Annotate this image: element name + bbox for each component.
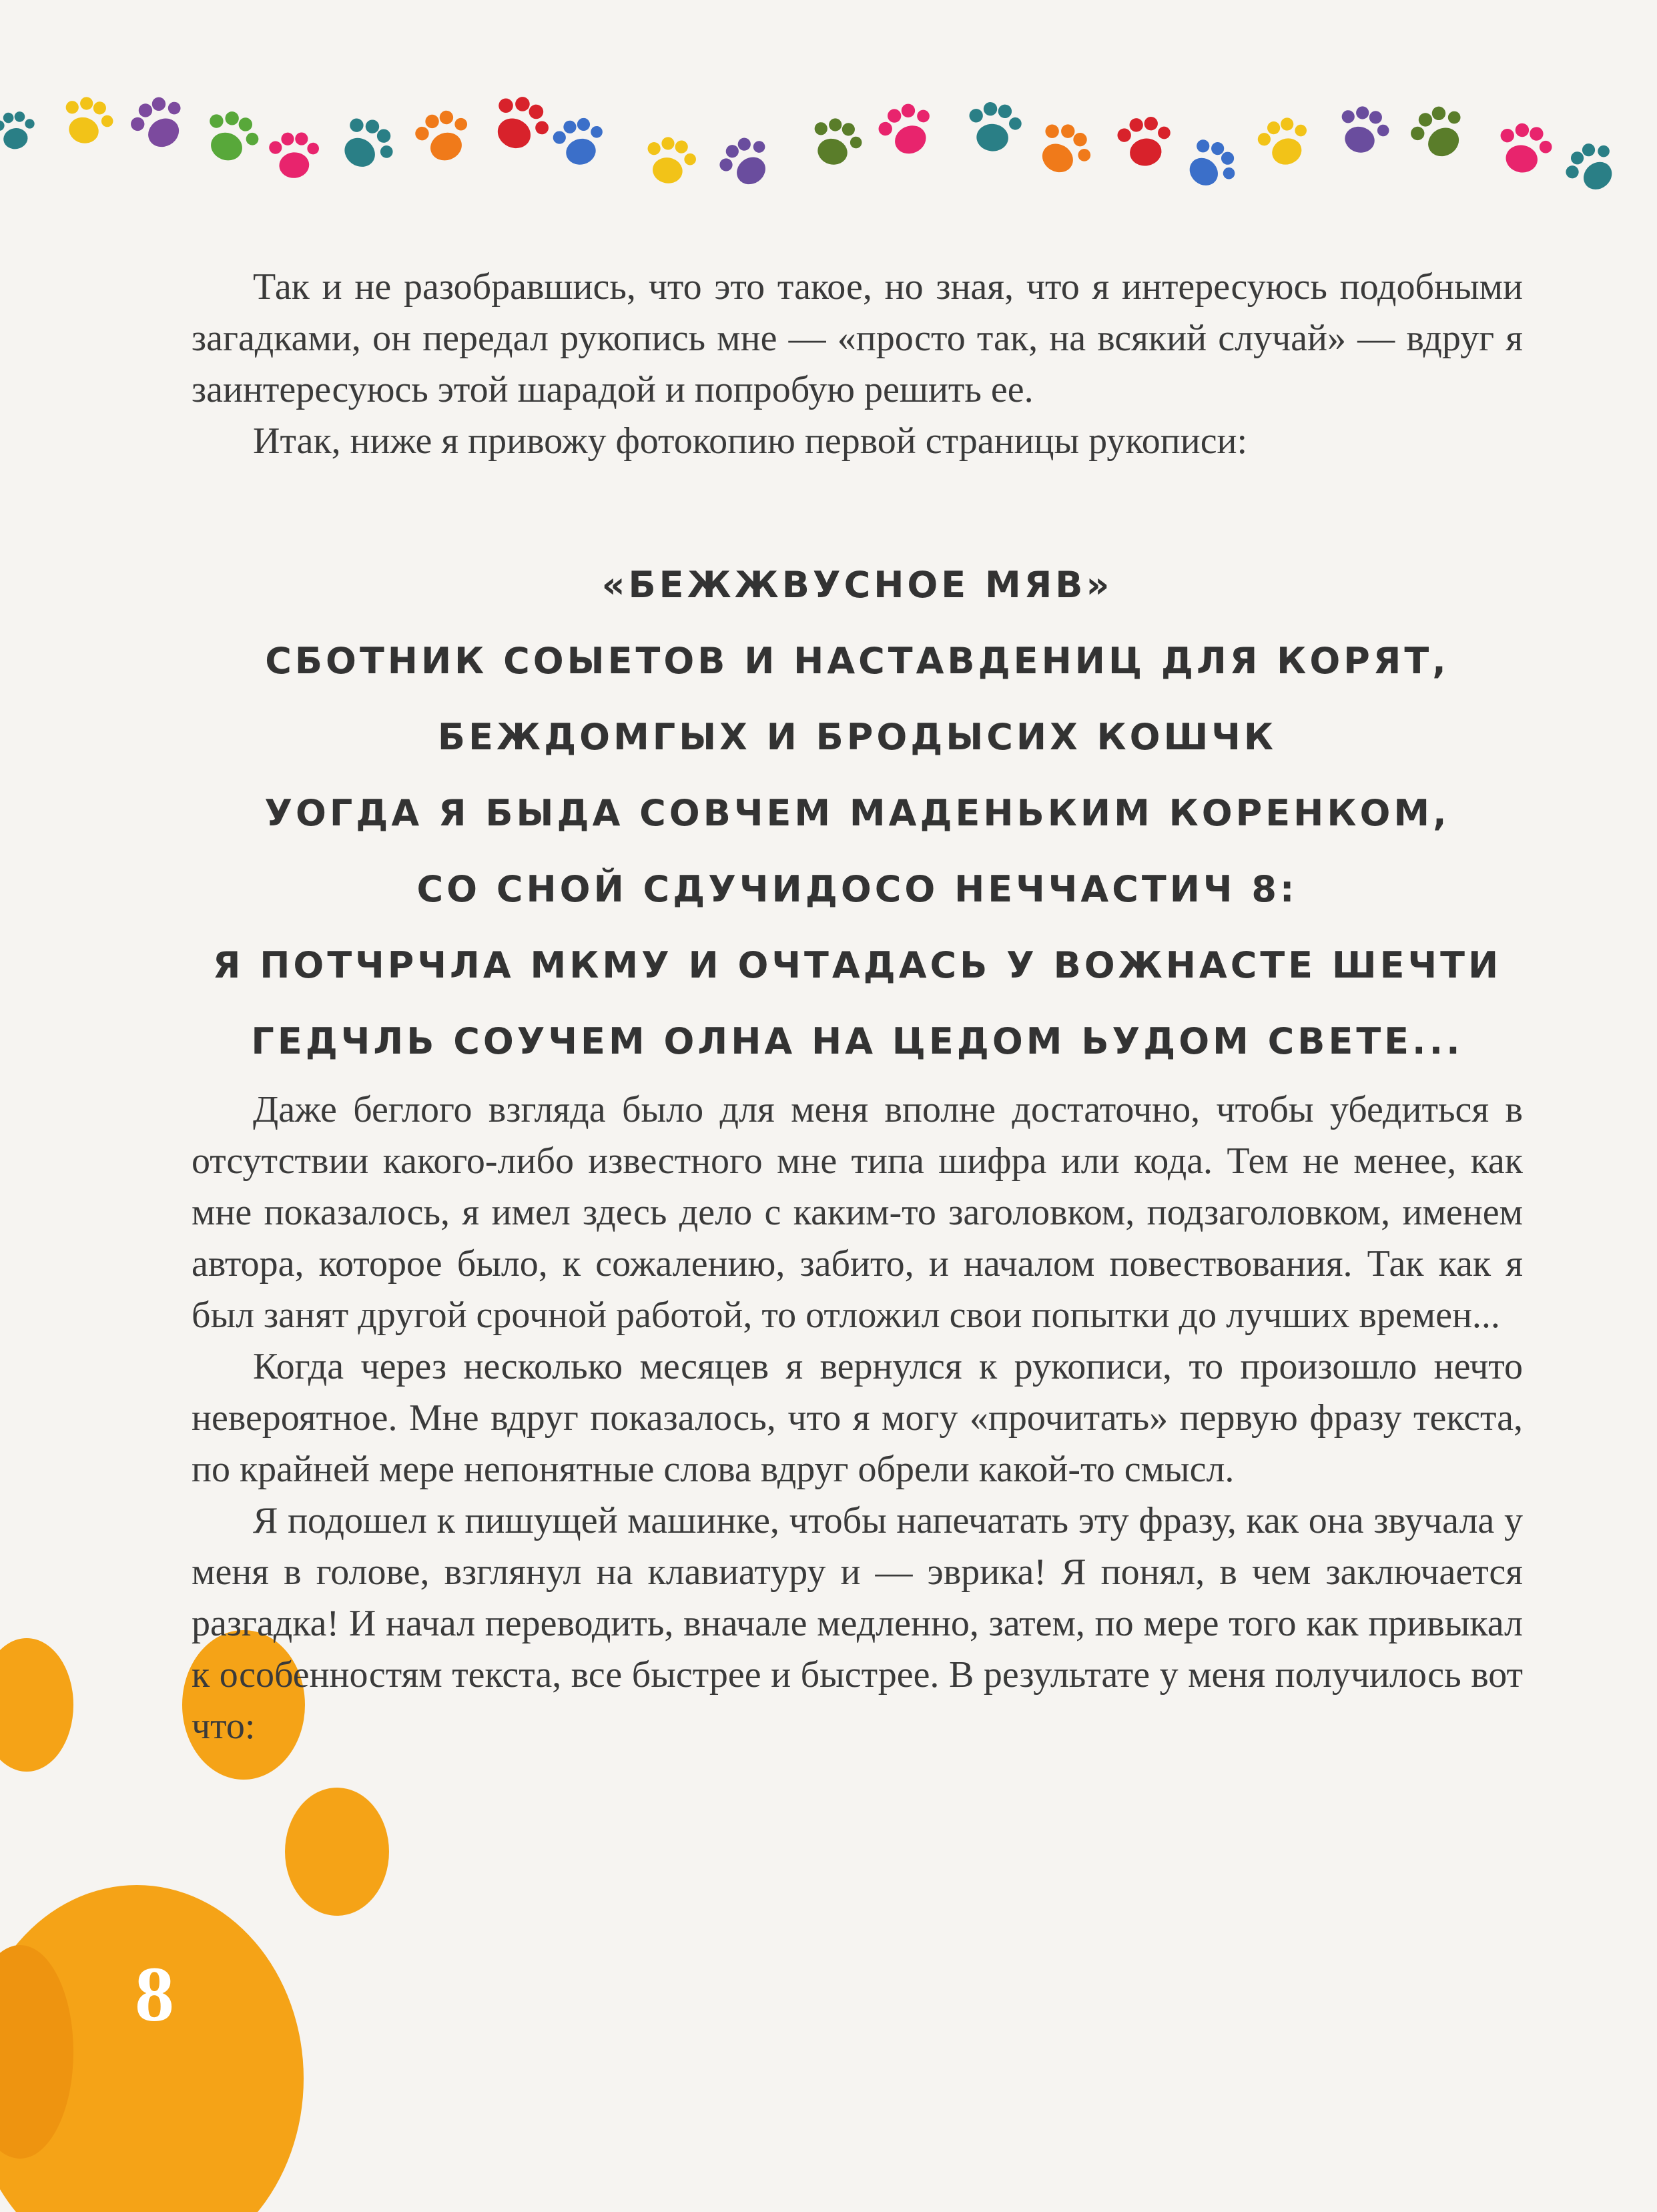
paw-icon — [550, 113, 610, 170]
cipher-line: БЕЖДОМГЫХ И БРОДЫСИХ КОШЧК — [437, 716, 1277, 758]
page-number: 8 — [135, 1950, 174, 2038]
paw-icons — [0, 88, 1626, 200]
paw-print-border — [0, 0, 1657, 240]
paw-icon — [1334, 101, 1394, 159]
cipher-line: СБОТНИК СОЫЕТОВ И НАСТАВДЕНИЦ ДЛЯ КОРЯТ, — [265, 640, 1449, 682]
paw-icon — [873, 96, 942, 163]
paw-icon — [58, 92, 118, 149]
cipher-line: УОГДА Я БЫДА СОВЧЕМ МАДЕНЬКИМ КОРЕНКОМ, — [264, 792, 1450, 834]
paw-icon — [124, 88, 194, 157]
paw-icon — [807, 113, 867, 171]
paw-icon — [268, 130, 321, 180]
paragraph-glance: Даже беглого взгляда было для меня вполне достаточно, чтобы убедиться в отсутствии какого-либо известного мне типа шифра или кода. Тем не менее, как мне показалось, я имел здесь дело с каким-то заголовком, подзаголовком, именем автора, которое было, к сожалению, забито, и началом повествования. Так как я был занят другой срочной работой, то отложил свои попытки до лучших времен... — [192, 1089, 1523, 1336]
paw-icon — [198, 105, 264, 169]
paragraph-intro: Итак, ниже я привожу фотокопию первой страницы рукописи: — [253, 420, 1248, 462]
paw-icon — [1495, 120, 1556, 177]
paragraph-typewriter: Я подошел к пишущей машинке, чтобы напечатать эту фразу, как она звучала у меня в голове, взглянул на клавиатуру и — эврика! Я понял, в чем заключается разгадка! И начал переводить, вначале медленно, затем, по мере того как привыкал к особенностям текста, все быстрее и быстрее. В результате у меня получилось вот что: — [192, 1500, 1523, 1747]
cipher-line: СО СНОЙ СДУЧИДОСО НЕЧЧАСТИЧ 8: — [416, 868, 1298, 910]
cipher-line: «БЕЖЖВУСНОЕ МЯВ» — [601, 564, 1113, 606]
cipher-block — [192, 547, 1523, 1080]
paw-icon — [410, 104, 476, 168]
paw-icon — [1178, 131, 1245, 199]
paw-icon — [1253, 111, 1315, 171]
paw-icon — [713, 129, 779, 195]
paragraph-top: Так и не разобравшись, что это такое, но зная, что я интересуюсь подобными загадками, он передал рукопись мне — «просто так, на всякий случай» — вдруг я заинтересуюсь этой шарадой и попробую решить ее. — [192, 266, 1523, 410]
paw-icon — [1404, 97, 1474, 166]
paw-icon — [484, 88, 557, 159]
paw-icon — [642, 133, 699, 188]
paw-icon — [0, 108, 38, 152]
cipher-line: Я ПОТЧРЧЛА МКМУ И ОЧТАДАСЬ У ВОЖНАСТЕ ШЕЧТИ — [212, 944, 1502, 986]
paw-icon — [1558, 133, 1626, 201]
top-text — [192, 262, 1523, 467]
paw-icon — [332, 109, 403, 179]
paw-icon — [966, 100, 1023, 153]
paw-icon — [1029, 115, 1099, 183]
paw-icon — [1115, 113, 1176, 170]
cipher-line: ГЕДЧЛЬ СОУЧЕМ ОЛНА НА ЦЕДОМ ЬУДОМ СВЕТЕ... — [251, 1020, 1463, 1062]
paragraph-months: Когда через несколько месяцев я вернулся к рукописи, то произошло нечто невероятное. Мне вдруг показалось, что я могу «прочитать» первую фразу текста, по крайней мере непонятные слова вдруг обрели какой-то смысл. — [192, 1346, 1523, 1490]
bottom-text — [192, 1084, 1523, 1752]
